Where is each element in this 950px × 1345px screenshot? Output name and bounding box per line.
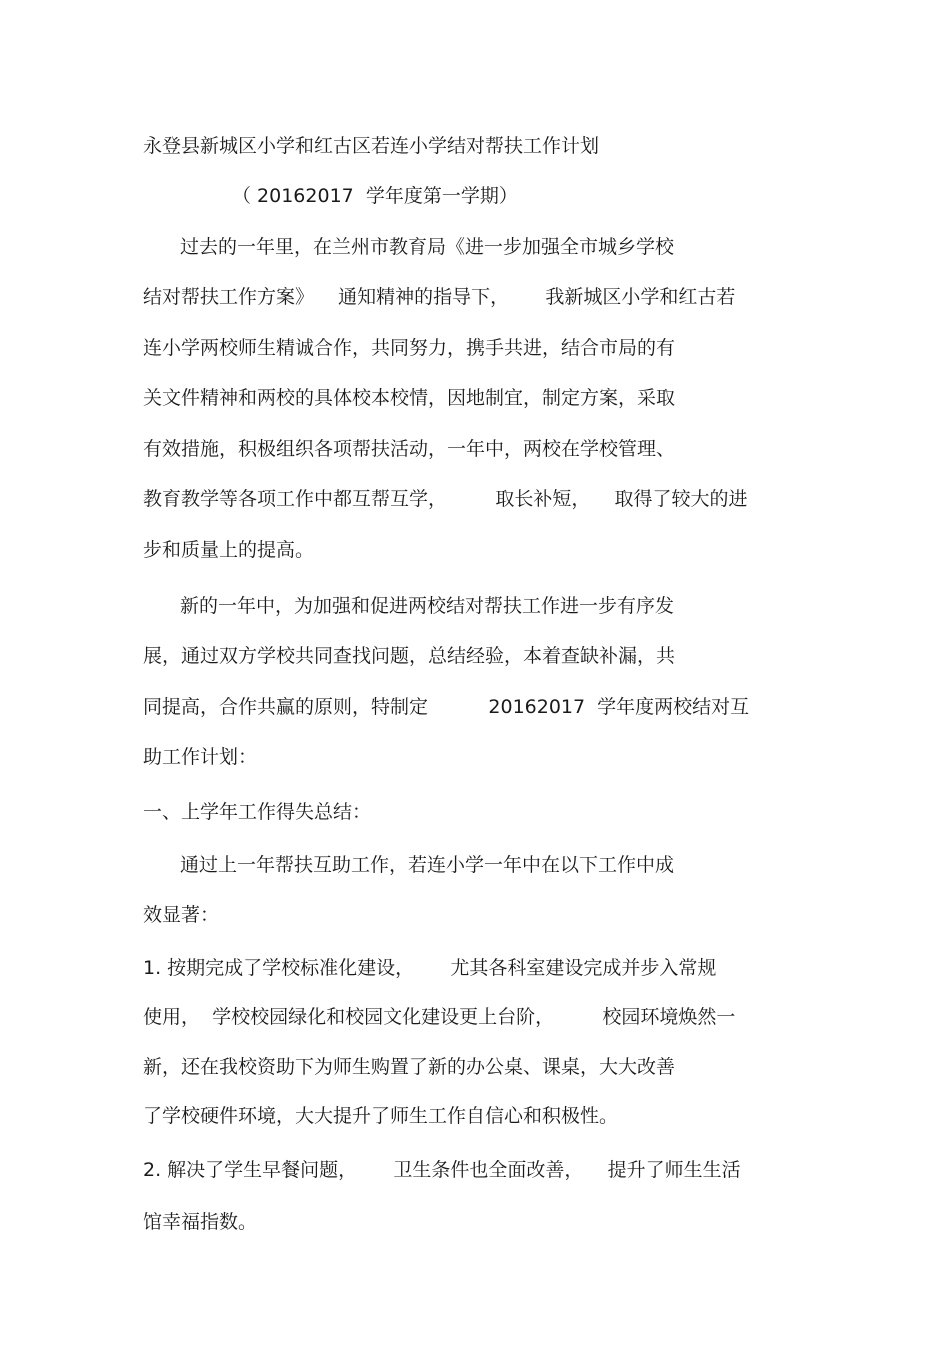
paragraph-line: 过去的一年里，在兰州市教育局《进一步加强全市城乡学校 [180,236,675,258]
paragraph-line: 助工作计划： [143,746,258,768]
paragraph-line: 步和质量上的提高。 [143,539,315,561]
paragraph-line: 教育教学等各项工作中都互帮互学， 取长补短， 取得了较大的进 [143,488,748,510]
list-item-line: 2. 解决了学生早餐问题， 卫生条件也全面改善， 提升了师生生活 [143,1159,741,1181]
paragraph-line: 效显著： [143,904,220,926]
section-heading: 一、上学年工作得失总结： [143,801,372,823]
paragraph-line: 关文件精神和两校的具体校本校情，因地制宜，制定方案，采取 [143,387,676,409]
paragraph-line: 连小学两校师生精诚合作，共同努力，携手共进，结合市局的有 [143,337,676,359]
list-item-line: 新，还在我校资助下为师生购置了新的办公桌、课桌，大大改善 [143,1056,676,1078]
paragraph-line: 通过上一年帮扶互助工作，若连小学一年中在以下工作中成 [180,854,675,876]
list-item-line: 了学校硬件环境，大大提升了师生工作自信心和积极性。 [143,1105,619,1127]
paragraph-line: 新的一年中，为加强和促进两校结对帮扶工作进一步有序发 [180,595,675,617]
document-subtitle: （ 20162017 学年度第一学期） [232,185,518,207]
paragraph-line: 展，通过双方学校共同查找问题，总结经验，本着查缺补漏，共 [143,645,676,667]
paragraph-line: 结对帮扶工作方案》 通知精神的指导下， 我新城区小学和红古若 [143,286,736,308]
paragraph-line: 同提高，合作共赢的原则，特制定 20162017 学年度两校结对互 [143,696,750,718]
list-item-line: 1. 按期完成了学校标准化建设， 尤其各科室建设完成并步入常规 [143,957,717,979]
document-title: 永登县新城区小学和红古区若连小学结对帮扶工作计划 [143,135,600,157]
list-item-line: 使用， 学校校园绿化和校园文化建设更上台阶， 校园环境焕然一 [143,1006,736,1028]
paragraph-line: 有效措施，积极组织各项帮扶活动，一年中，两校在学校管理、 [143,438,676,460]
list-item-line: 馆幸福指数。 [143,1211,258,1233]
